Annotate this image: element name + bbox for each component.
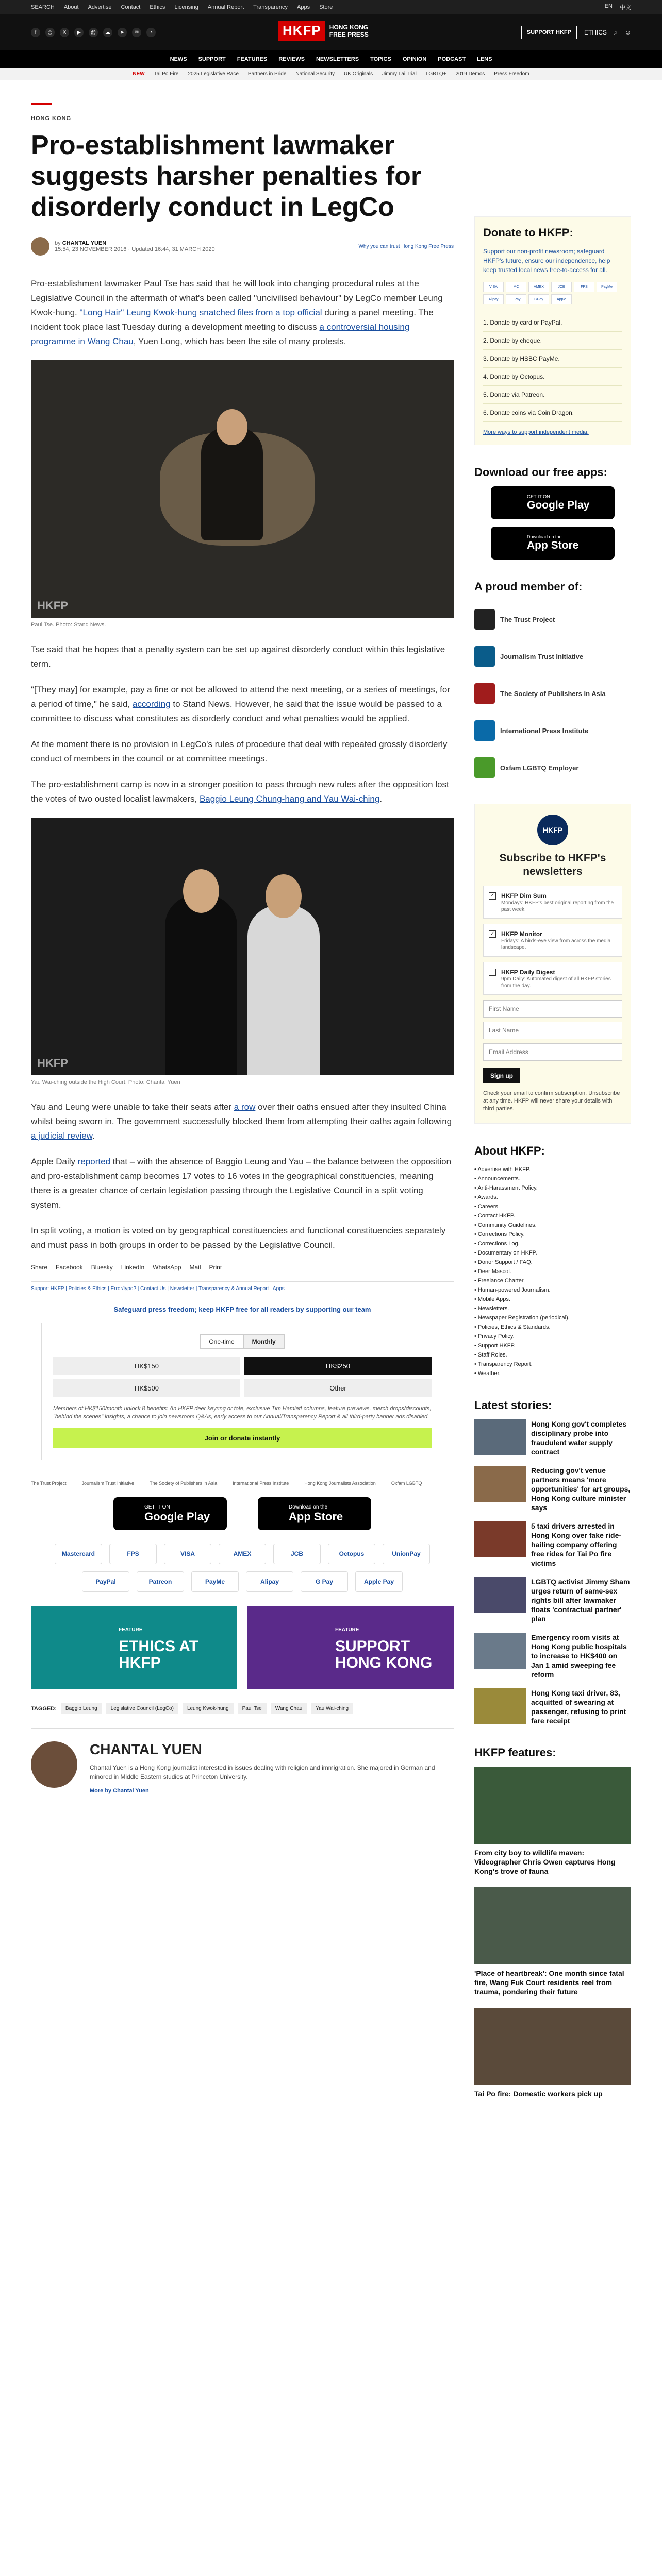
signup-note: Check your email to confirm subscription. Unsubscribe at any time. HKFP will never share your details with third parties. [483,1090,620,1112]
latest-story[interactable] [474,1577,631,1623]
main-navigation [0,50,662,68]
member-trust-project[interactable] [474,601,631,638]
about-link[interactable]: • Corrections Policy. [474,1230,631,1239]
story-thumbnail[interactable] [474,1521,526,1557]
oxfam-logo[interactable]: Oxfam LGBTQ [391,1481,422,1486]
story-thumbnail[interactable] [474,1633,526,1669]
nav-newsletters[interactable]: NEWSLETTERS [316,56,359,62]
user-icon[interactable]: ☺ [624,29,631,36]
story-title[interactable]: LGBTQ activist Jimmy Sham urges return of same-sex rights bill after lawmaker floats 'contractual partner' plan [531,1578,630,1623]
google-play-badge[interactable] [113,1497,227,1530]
text: Apple Daily [31,1157,78,1166]
text: over their oaths ensued after they insulted China whilst being sworn in. The government successfully blocked them from attempting their oaths again following [31,1102,452,1126]
newsletter-name: HKFP Dim Sum [501,892,547,900]
article-photo-yau-wai-ching [31,818,454,1075]
newsletter-box [474,804,631,1124]
jti-logo[interactable]: Journalism Trust Initiative [81,1481,135,1486]
donate-title: Donate to HKFP: [483,226,573,239]
email-input[interactable] [483,1043,622,1061]
share-print[interactable]: Print [209,1264,222,1271]
support-links[interactable]: Support HKFP | Policies & Ethics | Error/typo? | Contact Us | Newsletter | Transparency & Annual Report | Apps [31,1281,454,1296]
story-thumbnail[interactable] [474,1419,526,1455]
about-list [474,1165,631,1378]
jcb-icon[interactable]: JCB [273,1544,321,1564]
inline-link[interactable]: a judicial review [31,1131,93,1141]
photo-caption: Yau Wai-ching outside the High Court. Photo: Chantal Yuen [31,1079,180,1086]
about-link[interactable]: • Newsletters. [474,1304,631,1313]
feature-title[interactable]: Tai Po fire: Domestic workers pick up [474,2090,603,2098]
utility-link-contact[interactable]: Contact [121,4,141,10]
text: . [92,1131,95,1141]
language-zh[interactable]: 中文 [620,5,631,11]
about-link[interactable]: • Weather. [474,1369,631,1378]
trending-link[interactable]: Press Freedom [494,71,529,77]
feature-image[interactable] [474,1767,631,1844]
newsletter-option-dim-sum[interactable] [483,886,622,919]
member-sopa[interactable] [474,675,631,712]
alipay-icon[interactable]: Alipay [246,1571,293,1592]
sopa-logo[interactable]: The Society of Publishers in Asia [150,1481,218,1486]
latest-title: Latest stories: [474,1399,552,1412]
payme-icon[interactable]: PayMe [191,1571,239,1592]
checkbox-checked[interactable]: ✓ [489,892,496,900]
nav-podcast[interactable]: PODCAST [438,56,466,62]
story-title[interactable]: Reducing gov't venue partners means 'more opportunities' for art groups, Hong Kong culture minister says [531,1466,631,1512]
author-box-name[interactable]: CHANTAL YUEN [90,1741,202,1757]
text: to Stand News. However, he said that the issue would be passed to a committee to discuss what constitutes as disorderly conduct and what penalties would be applied. [31,699,442,723]
about-link[interactable]: • Staff Roles. [474,1350,631,1360]
latest-story[interactable] [474,1466,631,1512]
apps-title: Download our free apps: [474,466,607,479]
app-store-badge[interactable] [258,1497,371,1530]
paragraph-3 [31,683,454,726]
paragraph-4: At the moment there is no provision in LegCo's rules of procedure that deal with repeated grossly disorderly conduct of members in the council or at committee meetings. [31,739,448,764]
rss-icon[interactable]: ◔ [146,28,156,37]
donate-option[interactable]: 3. Donate by HSBC PayMe. [483,350,622,368]
trust-link[interactable]: Why you can trust Hong Kong Free Press [358,243,454,249]
paragraph-7 [31,1155,454,1212]
article [31,103,454,1794]
about-link[interactable]: • Careers. [474,1202,631,1211]
newsletter-name: HKFP Monitor [501,930,542,938]
first-name-input[interactable] [483,1000,622,1018]
newsletter-option-daily-digest[interactable] [483,962,622,995]
about-link[interactable]: • Community Guidelines. [474,1221,631,1230]
logo-mark: HKFP [278,21,325,41]
amount-option-other[interactable]: Other [244,1379,432,1397]
banner-title: ETHICS AT HKFP [119,1638,198,1671]
author-photo[interactable] [31,1741,77,1788]
feature-story[interactable] [474,2008,631,2098]
header-ethics-link[interactable]: ETHICS [584,29,607,36]
visa-icon: VISA [483,282,504,292]
member-benefits-text: Members of HK$150/month unlock 8 benefits: An HKFP deer keyring or tote, exclusive Tim Hamlett columns, feature previews, merch drops/discounts, "behind the scenes" insights, a chance to join newsroom Q&As, early access to our Annual/Transparency Report & all third-party banner ads disabled. [53,1405,432,1420]
support-banner[interactable] [247,1606,454,1689]
facebook-icon[interactable]: f [31,28,40,37]
tag[interactable]: Yau Wai-ching [311,1703,353,1714]
tag[interactable]: Legislative Council (LegCo) [106,1703,178,1714]
about-link[interactable]: • Support HKFP. [474,1341,631,1350]
paypal-icon[interactable]: PayPal [82,1571,129,1592]
utility-links [31,4,333,10]
nav-news[interactable]: NEWS [170,56,187,62]
about-link[interactable]: • Transparency Report. [474,1360,631,1369]
member-logos-row [31,1481,454,1486]
site-header [0,14,662,50]
paragraph-5 [31,777,454,806]
latest-story[interactable] [474,1688,631,1725]
banner-kicker: FEATURE [335,1627,359,1633]
amex-icon: AMEX [528,282,549,292]
apple-pay-icon[interactable]: Apple Pay [355,1571,403,1592]
nav-lens[interactable]: LENS [477,56,492,62]
feature-title[interactable]: From city boy to wildlife maven: Videographer Chris Owen captures Hong Kong's trove of fauna [474,1849,616,1875]
text: "[They may] for example, pay a fine or not be allowed to attend the next meeting, or a series of meetings, for a period of time," he said, [31,685,451,709]
app-badges [31,1497,454,1530]
nav-features[interactable]: FEATURES [237,56,268,62]
nav-opinion[interactable]: OPINION [402,56,427,62]
hkja-logo[interactable]: Hong Kong Journalists Association [304,1481,376,1486]
social-links [31,28,156,37]
payment-methods [31,1544,454,1592]
trust-project-logo[interactable]: The Trust Project [31,1481,67,1486]
text: Pro-establishment lawmaker Paul Tse has said that he will look into changing procedural rules at the Legislative Council in the aftermath of what's been called "uncivilised behaviour" by LegCo member Leung Kwok-hung. [31,279,443,317]
sidebar-app-store-badge[interactable] [491,527,615,560]
utility-link-about[interactable]: About [63,4,79,10]
mini-payment-icons [483,282,622,304]
about-link[interactable]: • Policies, Ethics & Standards. [474,1323,631,1332]
member-ipi[interactable] [474,712,631,749]
member-oxfam[interactable] [474,749,631,786]
youtube-icon[interactable]: ▶ [74,28,84,37]
photo-watermark: HKFP [37,599,68,612]
top-utility-bar [0,0,662,14]
badge-small-text: Download on the [527,534,562,539]
sidebar-donate-box [474,216,631,445]
latest-story[interactable] [474,1521,631,1568]
donate-widget [41,1323,443,1460]
donate-option[interactable]: 1. Donate by card or PayPal. [483,314,622,332]
about-link[interactable]: • Contact HKFP. [474,1211,631,1221]
member-name: Oxfam LGBTQ Employer [500,764,579,772]
utility-link-advertise[interactable]: Advertise [88,4,112,10]
trending-link[interactable]: Jimmy Lai Trial [382,71,417,77]
share-label[interactable]: Share [31,1264,48,1271]
paragraph-1 [31,277,454,349]
octopus-icon[interactable]: Octopus [328,1544,375,1564]
tag[interactable]: Baggio Leung [61,1703,102,1714]
utility-link-transparency[interactable]: Transparency [253,4,288,10]
fps-icon[interactable]: FPS [109,1544,157,1564]
more-ways-link[interactable]: More ways to support independent media. [483,429,589,435]
photo-caption: Paul Tse. Photo: Stand News. [31,622,106,628]
share-bluesky[interactable]: Bluesky [91,1264,113,1271]
badge-big-text: App Store [289,1510,343,1523]
latest-story[interactable] [474,1419,631,1456]
trending-link[interactable]: 2025 Legislative Race [188,71,239,77]
feature-story[interactable] [474,1767,631,1876]
mastercard-icon[interactable]: Mastercard [55,1544,102,1564]
about-link[interactable]: • Documentary on HKFP. [474,1248,631,1258]
about-link[interactable]: • Advertise with HKFP. [474,1165,631,1174]
trust-project-icon [474,609,495,630]
features-title: HKFP features: [474,1746,556,1759]
amex-icon[interactable]: AMEX [219,1544,266,1564]
sopa-icon [474,683,495,704]
story-title[interactable]: Emergency room visits at Hong Kong public hospitals to increase to HK$400 on Jan 1 amid sweeping fee reform [531,1633,627,1679]
alipay-icon: Alipay [483,294,504,304]
google-pay-icon[interactable]: G Pay [301,1571,348,1592]
about-link[interactable]: • Mobile Apps. [474,1295,631,1304]
trending-bar [0,68,662,80]
badge-big-text: Google Play [527,499,590,511]
share-facebook[interactable]: Facebook [56,1264,83,1271]
member-name: Journalism Trust Initiative [500,652,584,660]
share-mail[interactable]: Mail [189,1264,201,1271]
utility-link-annual-report[interactable]: Annual Report [207,4,244,10]
newsletter-desc: 9pm Daily: Automated digest of all HKFP stories from the day. [501,976,611,989]
latest-story[interactable] [474,1633,631,1679]
donate-text[interactable]: Support our non-profit newsroom; safeguard HKFP's future, ensure our independence, help keep trusted local news free-to-access for all. [483,248,610,274]
fps-icon: FPS [574,282,594,292]
new-label: NEW [133,71,145,77]
byline-prefix: by [55,240,61,246]
bluesky-icon[interactable]: ☁ [103,28,112,37]
about-link[interactable]: • Corrections Log. [474,1239,631,1248]
x-icon[interactable]: X [60,28,69,37]
inline-link[interactable]: according [132,699,171,709]
ipi-icon [474,720,495,741]
member-name: International Press Institute [500,726,589,735]
mastercard-icon: MC [506,282,526,292]
donate-option[interactable]: 5. Donate via Patreon. [483,386,622,404]
inline-link[interactable]: reported [77,1157,111,1166]
about-link[interactable]: • Privacy Policy. [474,1332,631,1341]
newsletter-desc: Mondays: HKFP's best original reporting from the past week. [501,900,614,912]
donate-option[interactable]: 4. Donate by Octopus. [483,368,622,386]
inline-link[interactable]: Baggio Leung Chung-hang and Yau Wai-ching [199,794,380,804]
story-title[interactable]: Hong Kong taxi driver, 83, acquitted of swearing at passenger, refusing to print fare receipt [531,1689,626,1725]
article-title: Pro-establishment lawmaker suggests harsher penalties for disorderly conduct in LegCo [31,130,422,222]
feature-title[interactable]: 'Place of heartbreak': One month since fatal fire, Wang Fuk Court residents reel from trauma, pondering their future [474,1969,624,1996]
site-logo[interactable] [278,21,376,41]
email-icon[interactable]: ✉ [132,28,141,37]
author-avatar[interactable] [31,237,49,256]
article-category[interactable]: HONG KONG [31,115,72,122]
unionpay-icon[interactable]: UnionPay [383,1544,430,1564]
trending-link[interactable]: National Security [295,71,335,77]
byline [31,237,454,264]
safeguard-heading[interactable]: Safeguard press freedom; keep HKFP free for all readers by supporting our team [113,1306,371,1313]
about-link[interactable]: • Announcements. [474,1174,631,1183]
feature-image[interactable] [474,2008,631,2085]
trending-link[interactable]: 2019 Demos [455,71,485,77]
trending-link[interactable]: Tai Po Fire [154,71,179,77]
sidebar-google-play-badge[interactable] [491,486,615,519]
visa-icon[interactable]: VISA [164,1544,211,1564]
signup-button[interactable]: Sign up [483,1068,520,1083]
payme-icon: PayMe [597,282,617,292]
utility-link-ethics[interactable]: Ethics [150,4,166,10]
tag[interactable]: Leung Kwok-hung [183,1703,234,1714]
about-link[interactable]: • Human-powered Journalism. [474,1285,631,1295]
banner-title: SUPPORT HONG KONG [335,1638,433,1671]
story-title[interactable]: 5 taxi drivers arrested in Hong Kong over fake ride-hailing company offering free rides for Tai Po fire victims [531,1522,622,1567]
threads-icon[interactable]: @ [89,28,98,37]
kicker-bar [31,103,52,105]
jcb-icon: JCB [551,282,572,292]
member-jti[interactable] [474,638,631,675]
author-name[interactable]: CHANTAL YUEN [62,240,107,246]
jti-icon [474,646,495,667]
text: Yau and Leung were unable to take their seats after [31,1102,234,1112]
about-title: About HKFP: [474,1144,545,1157]
badge-big-text: Google Play [144,1510,210,1523]
member-name: The Trust Project [500,615,555,623]
author-box [31,1728,454,1794]
paragraph-6 [31,1100,454,1143]
amount-option[interactable]: HK$500 [53,1379,240,1397]
last-name-input[interactable] [483,1022,622,1039]
text: The pro-establishment camp is now in a stronger position to pass through new rules after the opposition lost the votes of two ousted localist lawmakers, [31,779,449,804]
patreon-icon[interactable]: Patreon [137,1571,184,1592]
share-linkedin[interactable]: LinkedIn [121,1264,145,1271]
telegram-icon[interactable]: ➤ [118,28,127,37]
donate-option[interactable]: 2. Donate by cheque. [483,332,622,350]
article-date: 15:54, 23 NOVEMBER 2016 · Updated 16:44, 31 MARCH 2020 [55,246,215,252]
story-thumbnail[interactable] [474,1688,526,1724]
language-en[interactable]: EN [604,3,613,9]
member-title: A proud member of: [474,580,583,593]
article-tags [31,1703,454,1714]
utility-link-search[interactable]: SEARCH [31,4,55,10]
about-link[interactable]: • Donor Support / FAQ. [474,1258,631,1267]
story-thumbnail[interactable] [474,1466,526,1502]
about-link[interactable]: • Freelance Charter. [474,1276,631,1285]
badge-small-text: GET IT ON [144,1504,170,1510]
nav-support[interactable]: SUPPORT [198,56,226,62]
inline-link[interactable]: a controversial housing programme in Wang Chau [31,322,410,346]
member-name: The Society of Publishers in Asia [500,689,606,698]
about-link[interactable]: • Deer Mascot. [474,1267,631,1276]
nav-reviews[interactable]: REVIEWS [278,56,305,62]
google-pay-icon: GPay [528,294,549,304]
promo-banners [31,1606,454,1689]
toggle-one-time[interactable]: One-time [200,1334,243,1349]
banner-kicker: FEATURE [119,1627,143,1633]
checkbox-checked[interactable]: ✓ [489,930,496,938]
trending-link[interactable]: UK Originals [343,71,373,77]
story-title[interactable]: Hong Kong gov't completes disciplinary probe into fraudulent water supply contract [531,1420,627,1456]
feature-image[interactable] [474,1887,631,1964]
support-hkfp-button[interactable]: SUPPORT HKFP [521,26,577,39]
newsletter-name: HKFP Daily Digest [501,969,555,976]
about-link[interactable]: • Newspaper Registration (periodical). [474,1313,631,1323]
amount-option[interactable]: HK$150 [53,1357,240,1375]
about-link[interactable]: • Awards. [474,1193,631,1202]
badge-small-text: Download on the [289,1504,328,1510]
amount-option-selected[interactable]: HK$250 [244,1357,432,1375]
apple-pay-icon: Apple [551,294,572,304]
toggle-monthly[interactable]: Monthly [243,1334,285,1349]
more-by-author-link[interactable]: More by Chantal Yuen [90,1788,149,1794]
sidebar [474,216,631,2110]
amount-options [53,1357,432,1397]
text: that – with the absence of Baggio Leung and Yau – the balance between the opposition and pro-establishment camp becomes 17 votes to 16 votes in the geographical constituencies, meaning there is a greater chance of certain legislation passing through the Legislative Council in a split voting system. [31,1157,452,1210]
newsletter-desc: Fridays: A birds-eye view from across the media landscape. [501,938,611,951]
ethics-banner[interactable] [31,1606,237,1689]
newsletter-option-monitor[interactable] [483,924,622,957]
share-bar [31,1264,454,1271]
unionpay-icon: UPay [506,294,526,304]
trending-link[interactable]: LGBTQ+ [425,71,446,77]
badge-big-text: App Store [527,539,579,551]
photo-watermark: HKFP [37,1057,68,1070]
utility-link-apps[interactable]: Apps [297,4,310,10]
article-photo-paul-tse [31,360,454,618]
join-donate-button[interactable]: Join or donate instantly [53,1428,432,1448]
newsletter-logo: HKFP [537,815,568,845]
tag[interactable]: Wang Chau [271,1703,307,1714]
paragraph-2: Tse said that he hopes that a penalty system can be set up against disorderly conduct within this legislative term. [31,645,445,669]
about-link[interactable]: • Anti-Harassment Policy. [474,1183,631,1193]
badge-small-text: GET IT ON [527,494,550,499]
trending-link[interactable]: Partners in Pride [247,71,287,77]
utility-link-store[interactable]: Store [319,4,333,10]
author-bio: Chantal Yuen is a Hong Kong journalist interested in issues dealing with religion and immigration. She majored in German and minored in Middle Eastern studies at Princeton University. [90,1764,435,1781]
text: , Yuen Long, which has been the site of many protests. [133,336,346,346]
text: . [379,794,383,804]
ipi-logo[interactable]: International Press Institute [233,1481,289,1486]
tags-label: TAGGED: [31,1705,57,1712]
story-thumbnail[interactable] [474,1577,526,1613]
donate-option[interactable]: 6. Donate coins via Coin Dragon. [483,404,622,422]
oxfam-icon [474,757,495,778]
logo-text: HONG KONG FREE PRESS [329,23,369,38]
share-whatsapp[interactable]: WhatsApp [153,1264,181,1271]
inline-link[interactable]: a row [234,1102,256,1112]
paragraph-8: In split voting, a motion is voted on by geographical constituencies and functional constituencies separately and must pass in both groups in order to be passed by the Legislative Council. [31,1226,446,1250]
checkbox-unchecked[interactable] [489,969,496,976]
feature-story[interactable] [474,1887,631,1996]
newsletter-title: Subscribe to HKFP's newsletters [499,852,606,877]
nav-topics[interactable]: TOPICS [370,56,391,62]
frequency-toggle [53,1334,432,1349]
instagram-icon[interactable]: ◎ [45,28,55,37]
text: during a panel meeting. The incident took place last Tuesday during a development meeting to discuss [31,308,434,332]
search-icon[interactable]: ⌕ [614,28,618,36]
tag[interactable]: Paul Tse [238,1703,267,1714]
inline-link[interactable]: "Long Hair" Leung Kwok-hung snatched files from a top official [79,308,322,317]
utility-link-licensing[interactable]: Licensing [174,4,198,10]
